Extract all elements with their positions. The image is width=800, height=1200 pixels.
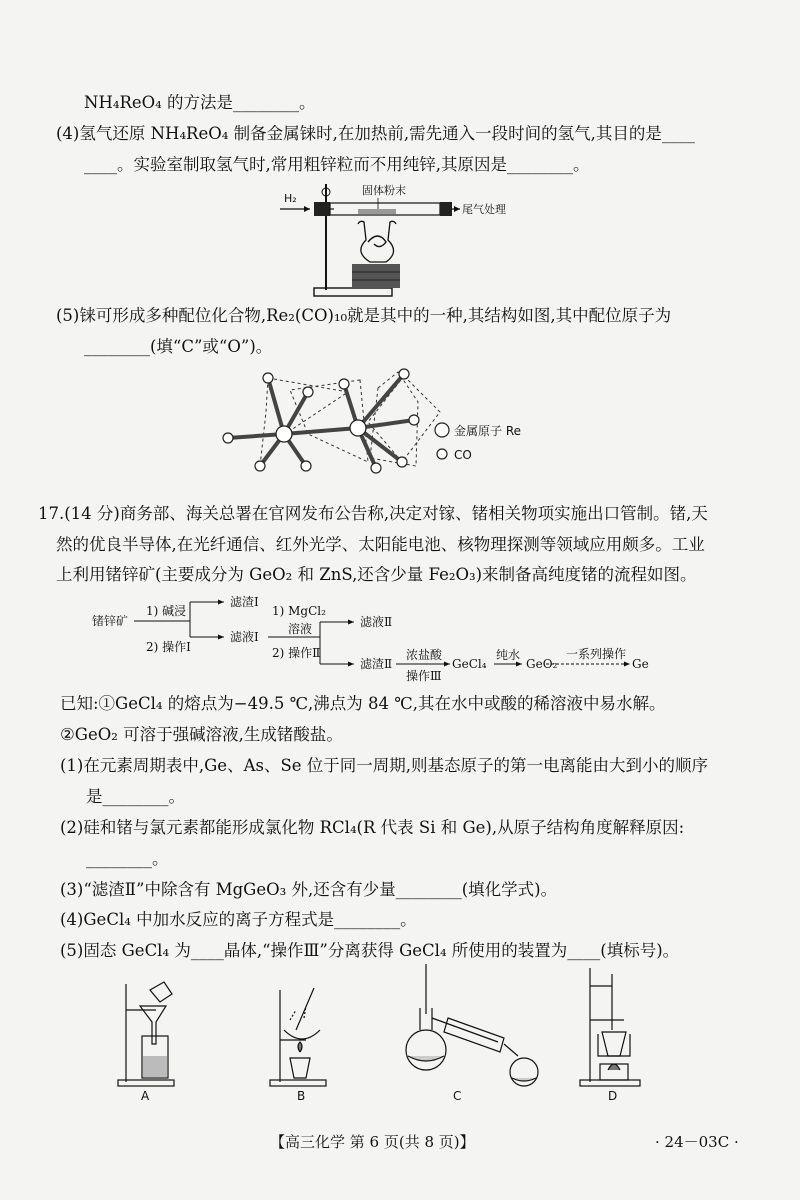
apparatus-a xyxy=(118,982,174,1086)
apparatus-d xyxy=(580,968,640,1086)
legend-co: CO xyxy=(454,448,472,462)
flow-op3: 操作Ⅲ xyxy=(406,669,442,683)
label-b: B xyxy=(297,1089,306,1103)
flow-ore: 锗锌矿 xyxy=(92,614,129,628)
q17-p1-line2: 是________。 xyxy=(86,787,185,806)
q17-p1-line1: (1)在元素周期表中,Ge、As、Se 位于同一周期,则基态原子的第一电离能由大到小的顺序 xyxy=(60,756,709,775)
flow-water: 纯水 xyxy=(496,648,521,662)
flow-step1: 1) 碱浸 xyxy=(146,604,187,618)
footer-title: 【高三化学 第 6 页(共 8 页)】 xyxy=(270,1133,475,1151)
label-d: D xyxy=(608,1089,618,1103)
q16-p5-line2: ________(填“C”或“O”)。 xyxy=(84,337,273,356)
tail-gas-label: 尾气处理 xyxy=(462,203,506,216)
legend-metal-atom: 金属原子 Re xyxy=(454,424,521,438)
hydrogen-reduction-apparatus xyxy=(270,178,506,300)
apparatus-c xyxy=(406,964,538,1086)
known-1: 已知:①GeCl₄ 的熔点为−49.5 ℃,沸点为 84 ℃,其在水中或酸的稀溶液中易水解。 xyxy=(60,694,666,713)
flow-residue2: 滤渣Ⅱ xyxy=(360,657,393,671)
q16-line-cont: NH₄ReO₄ 的方法是________。 xyxy=(84,93,316,112)
process-flowchart xyxy=(90,592,650,686)
q17-line2: 然的优良半导体,在光纤通信、红外光学、太阳能电池、核物理探测等领域应用颇多。工业 xyxy=(56,535,705,554)
label-a: A xyxy=(141,1089,150,1103)
footer-code: · 24－03C · xyxy=(655,1133,739,1151)
q17-line3: 上利用锗锌矿(主要成分为 GeO₂ 和 ZnS,还含少量 Fe₂O₃)来制备高纯度锗的流程如图。 xyxy=(56,565,697,584)
flow-mgcl2: 1) MgCl₂ xyxy=(272,604,326,618)
flow-ge: Ge xyxy=(632,657,649,671)
q17-p4: (4)GeCl₄ 中加水反应的离子方程式是________。 xyxy=(60,910,417,929)
apparatus-b xyxy=(270,988,326,1086)
q17-p2-line2: ________。 xyxy=(86,849,169,868)
h2-label: H₂ xyxy=(284,192,297,205)
label-c: C xyxy=(453,1089,462,1103)
q17-p2-line1: (2)硅和锗与氯元素都能形成氯化物 RCl₄(R 代表 Si 和 Ge),从原子结构角度解释原因: xyxy=(60,818,685,837)
flow-residue1: 滤渣Ⅰ xyxy=(230,595,259,609)
flow-geo2: GeO₂ xyxy=(526,657,558,671)
flow-step2: 2) 操作Ⅰ xyxy=(146,640,191,654)
flow-op2: 2) 操作Ⅱ xyxy=(272,646,321,660)
flow-hcl: 浓盐酸 xyxy=(406,648,443,662)
flow-filtrate2: 滤液Ⅱ xyxy=(360,615,393,629)
q16-p4-line1: (4)氢气还原 NH₄ReO₄ 制备金属铼时,在加热前,需先通入一段时间的氢气,其目的是____ xyxy=(56,124,695,143)
flow-series: 一系列操作 xyxy=(566,647,627,661)
q17-p5: (5)固态 GeCl₄ 为____晶体,“操作Ⅲ”分离获得 GeCl₄ 所使用的装置为____(填标号)。 xyxy=(60,941,680,960)
apparatus-options xyxy=(100,960,660,1120)
q17-line1: 17.(14 分)商务部、海关总署在官网发布公告称,决定对镓、锗相关物项实施出口管制。锗,天 xyxy=(38,504,708,523)
q17-p3: (3)“滤渣Ⅱ”中除含有 MgGeO₃ 外,还含有少量________(填化学式)。 xyxy=(60,880,558,899)
known-2: ②GeO₂ 可溶于强碱溶液,生成锗酸盐。 xyxy=(60,725,343,744)
flow-gecl4: GeCl₄ xyxy=(452,657,487,671)
q16-p4-line2: ____。实验室制取氢气时,常用粗锌粒而不用纯锌,其原因是________。 xyxy=(84,155,590,174)
flow-filtrate1: 滤液Ⅰ xyxy=(230,630,259,644)
flow-solution: 溶液 xyxy=(288,622,313,636)
solid-powder-label: 固体粉末 xyxy=(362,184,406,197)
re2-co10-structure-diagram xyxy=(218,362,548,484)
q16-p5-line1: (5)铼可形成多种配位化合物,Re₂(CO)₁₀就是其中的一种,其结构如图,其中配位原子为 xyxy=(56,306,672,325)
